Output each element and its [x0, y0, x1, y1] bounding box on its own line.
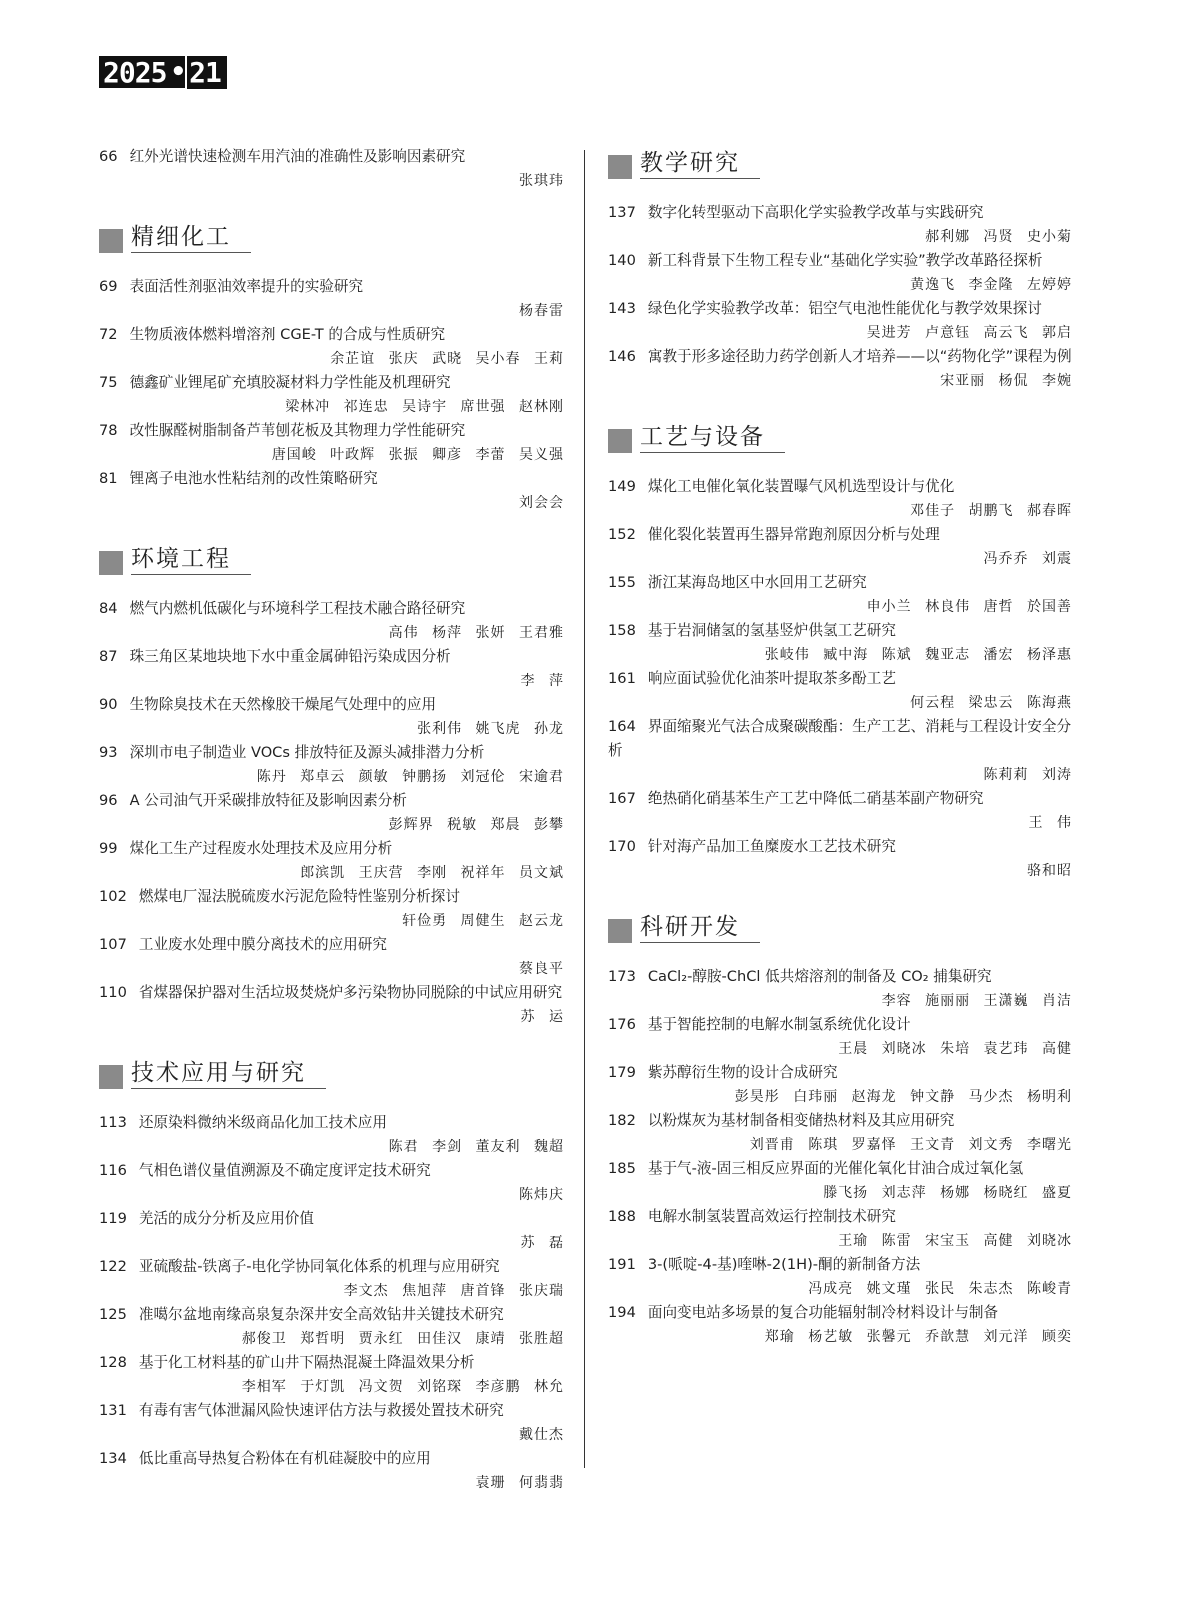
toc-entry[interactable] — [99, 1255, 564, 1303]
toc-page-number: 194 — [608, 1304, 636, 1321]
toc-entry-title-line — [99, 145, 564, 169]
toc-page-number: 72 — [99, 326, 118, 343]
section-title: 环境工程 — [131, 544, 251, 575]
toc-authors: 陈炜庆 — [519, 1187, 564, 1203]
toc-article-title: 煤化工生产过程废水处理技术及应用分析 — [129, 840, 393, 857]
section-square-icon — [608, 429, 632, 453]
toc-entry-title-line — [608, 249, 1072, 273]
toc-article-title: 紫苏醇衍生物的设计合成研究 — [647, 1064, 838, 1081]
toc-authors: 刘晋甫 陈琪 罗嘉怿 王文青 刘文秀 李曙光 — [749, 1137, 1072, 1153]
toc-article-title: 工业废水处理中膜分离技术的应用研究 — [138, 936, 387, 953]
toc-entry[interactable] — [608, 571, 1072, 619]
toc-entry[interactable] — [99, 1159, 564, 1207]
toc-entry[interactable] — [99, 1111, 564, 1159]
toc-entry-title-line — [99, 645, 564, 669]
toc-article-title: 基于气-液-固三相反应界面的光催化氧化甘油合成过氧化氢 — [647, 1160, 1024, 1177]
toc-article-title: 新工科背景下生物工程专业“基础化学实验”教学改革路径探析 — [647, 252, 1043, 269]
section-title: 教学研究 — [640, 148, 760, 179]
toc-entry-title-line — [99, 323, 564, 347]
toc-page-number: 176 — [608, 1016, 636, 1033]
toc-page-number: 122 — [99, 1258, 127, 1275]
toc-page-number: 143 — [608, 300, 636, 317]
toc-authors: 陈君 李剑 董友利 魏超 — [388, 1139, 564, 1155]
toc-authors: 蔡良平 — [519, 961, 564, 977]
toc-entry-title-line — [99, 467, 564, 491]
toc-entry[interactable] — [608, 1013, 1072, 1061]
toc-authors: 陈莉莉 刘涛 — [983, 767, 1072, 783]
toc-article-title: 锂离子电池水性粘结剂的改性策略研究 — [129, 470, 378, 487]
toc-article-title: 准噶尔盆地南缘高泉复杂深井安全高效钻井关键技术研究 — [138, 1306, 504, 1323]
toc-entry[interactable] — [608, 249, 1072, 297]
toc-entry[interactable] — [608, 619, 1072, 667]
toc-entry[interactable] — [99, 1351, 564, 1399]
toc-authors: 郝利娜 冯贤 史小菊 — [925, 229, 1072, 245]
toc-entry-title-line — [608, 1157, 1072, 1181]
toc-entry[interactable] — [608, 475, 1072, 523]
toc-authors: 李 萍 — [520, 673, 564, 689]
toc-page-number: 66 — [99, 148, 118, 165]
toc-entry[interactable] — [608, 667, 1072, 715]
toc-authors: 高伟 杨萍 张妍 王君雅 — [388, 625, 564, 641]
toc-entry[interactable] — [99, 885, 564, 933]
toc-article-title: 红外光谱快速检测车用汽油的准确性及影响因素研究 — [129, 148, 466, 165]
toc-article-title: 3-(哌啶-4-基)喹啉-2(1H)-酮的新制备方法 — [647, 1256, 921, 1273]
toc-article-title: 催化裂化装置再生器异常跑剂原因分析与处理 — [647, 526, 940, 543]
toc-article-title: 燃煤电厂湿法脱硫废水污泥危险特性鉴别分析探讨 — [138, 888, 460, 905]
toc-entry[interactable] — [99, 789, 564, 837]
toc-authors: 冯成亮 姚文瑾 张民 朱志杰 陈峻青 — [808, 1281, 1072, 1297]
toc-page-number: 140 — [608, 252, 636, 269]
toc-entry[interactable] — [608, 715, 1072, 787]
section-header — [99, 219, 564, 253]
toc-article-title: 以粉煤灰为基材制备相变储热材料及其应用研究 — [647, 1112, 955, 1129]
toc-article-title: 电解水制氢装置高效运行控制技术研究 — [647, 1208, 896, 1225]
toc-article-title: 有毒有害气体泄漏风险快速评估方法与救援处置技术研究 — [138, 1402, 504, 1419]
toc-article-title: 绿色化学实验教学改革：铝空气电池性能优化与教学效果探讨 — [647, 300, 1042, 317]
toc-page-number: 188 — [608, 1208, 636, 1225]
toc-authors: 戴仕杰 — [519, 1427, 564, 1443]
toc-authors: 骆和昭 — [1027, 863, 1072, 879]
toc-page-number: 75 — [99, 374, 118, 391]
toc-article-title: 羌活的成分分析及应用价值 — [138, 1210, 314, 1227]
toc-entry-title-line — [608, 201, 1072, 225]
issue-number: 21 — [185, 56, 227, 89]
toc-entry-title-line — [99, 933, 564, 957]
toc-authors: 彭辉界 税敏 郑晨 彭攀 — [388, 817, 564, 833]
toc-entry-title-line — [99, 1111, 564, 1135]
toc-entry-title-line — [99, 981, 564, 1005]
toc-entry-title-line — [99, 1255, 564, 1279]
toc-article-title: 德鑫矿业锂尾矿充填胶凝材料力学性能及机理研究 — [129, 374, 451, 391]
toc-entry[interactable] — [608, 1157, 1072, 1205]
toc-entry[interactable] — [99, 419, 564, 467]
toc-page-number: 161 — [608, 670, 636, 687]
toc-entry[interactable] — [99, 693, 564, 741]
toc-page-number: 78 — [99, 422, 118, 439]
toc-entry-title-line — [608, 667, 1072, 691]
toc-authors: 苏 磊 — [520, 1235, 564, 1251]
toc-authors: 王晨 刘晓冰 朱培 袁艺玮 高健 — [838, 1041, 1072, 1057]
toc-authors: 滕飞扬 刘志萍 杨娜 杨晓红 盛夏 — [823, 1185, 1072, 1201]
toc-entry-title-line — [608, 619, 1072, 643]
toc-authors: 李容 施丽丽 王潇巍 肖洁 — [881, 993, 1072, 1009]
toc-article-title: 改性脲醛树脂制备芦苇刨花板及其物理力学性能研究 — [129, 422, 466, 439]
toc-entry-title-line — [99, 371, 564, 395]
toc-entry[interactable] — [99, 467, 564, 515]
toc-entry[interactable] — [99, 837, 564, 885]
toc-entry-title-line — [99, 1303, 564, 1327]
toc-authors: 郑瑜 杨艺敏 张馨元 乔歆慧 刘元洋 顾奕 — [764, 1329, 1072, 1345]
toc-entry[interactable] — [99, 981, 564, 1029]
issue-year: 2025 — [103, 55, 167, 89]
section-square-icon — [99, 229, 123, 253]
toc-entry-title-line — [608, 1061, 1072, 1085]
toc-page-number: 93 — [99, 744, 118, 761]
toc-entry[interactable] — [608, 1253, 1072, 1301]
toc-article-title: 浙江某海岛地区中水回用工艺研究 — [647, 574, 867, 591]
toc-authors: 刘会会 — [519, 495, 564, 511]
toc-page-number: 69 — [99, 278, 118, 295]
section-square-icon — [99, 551, 123, 575]
section-title: 科研开发 — [640, 912, 760, 943]
toc-entry[interactable] — [608, 297, 1072, 345]
toc-article-title: 生物质液体燃料增溶剂 CGE-T 的合成与性质研究 — [129, 326, 446, 343]
toc-entry-title-line — [99, 885, 564, 909]
toc-article-title: 寓教于形多途径助力药学创新人才培养——以“药物化学”课程为例 — [647, 348, 1072, 365]
toc-entry[interactable] — [608, 1109, 1072, 1157]
toc-authors: 邓佳子 胡鹏飞 郝春晖 — [910, 503, 1072, 519]
section-title: 工艺与设备 — [640, 422, 785, 453]
toc-entry-title-line — [99, 789, 564, 813]
toc-entry[interactable] — [608, 1061, 1072, 1109]
toc-authors: 余芷谊 张庆 武晓 吴小春 王莉 — [330, 351, 564, 367]
toc-authors: 轩俭勇 周健生 赵云龙 — [402, 913, 564, 929]
toc-entry[interactable] — [99, 741, 564, 789]
toc-authors: 李相军 于灯凯 冯文贺 刘铭琛 李彦鹏 林允 — [241, 1379, 564, 1395]
section-spacer — [99, 193, 564, 219]
toc-page-number: 137 — [608, 204, 636, 221]
toc-page-number: 164 — [608, 718, 636, 735]
toc-entry-title-line — [608, 715, 1072, 763]
toc-article-title: 绝热硝化硝基苯生产工艺中降低二硝基苯副产物研究 — [647, 790, 984, 807]
toc-entry-title-line — [99, 693, 564, 717]
toc-authors: 何云程 梁忠云 陈海燕 — [910, 695, 1072, 711]
toc-entry-title-line — [99, 275, 564, 299]
toc-entry[interactable] — [608, 201, 1072, 249]
toc-page-number: 170 — [608, 838, 636, 855]
toc-page-number: 107 — [99, 936, 127, 953]
toc-entry[interactable] — [99, 597, 564, 645]
toc-entry[interactable] — [608, 1301, 1072, 1349]
issue-separator-dot: • — [170, 57, 186, 87]
toc-authors: 郎滨凯 王庆营 李刚 祝祥年 员文斌 — [300, 865, 564, 881]
section-header — [608, 909, 1072, 943]
toc-entry[interactable] — [99, 1447, 564, 1495]
toc-article-title: 数字化转型驱动下高职化学实验教学改革与实践研究 — [647, 204, 984, 221]
toc-page-number: 152 — [608, 526, 636, 543]
toc-authors: 吴进芳 卢意钰 高云飞 郭启 — [866, 325, 1072, 341]
section-header — [99, 1055, 564, 1089]
toc-page-number: 179 — [608, 1064, 636, 1081]
toc-authors: 宋亚丽 杨侃 李婉 — [940, 373, 1072, 389]
toc-entry-title-line — [608, 835, 1072, 859]
toc-authors: 梁林冲 祁连忠 吴诗宇 席世强 赵林刚 — [285, 399, 564, 415]
toc-entry[interactable] — [99, 145, 564, 193]
section-title: 精细化工 — [131, 222, 251, 253]
toc-article-title: 还原染料微纳米级商品化加工技术应用 — [138, 1114, 387, 1131]
toc-entry-title-line — [608, 965, 1072, 989]
toc-entry[interactable] — [608, 835, 1072, 883]
toc-entry[interactable] — [99, 1303, 564, 1351]
toc-entry[interactable] — [608, 1205, 1072, 1253]
toc-entry-title-line — [608, 1301, 1072, 1325]
toc-authors: 张利伟 姚飞虎 孙龙 — [417, 721, 564, 737]
section-spacer — [608, 393, 1072, 419]
toc-entry-title-line — [608, 1253, 1072, 1277]
toc-page-number: 173 — [608, 968, 636, 985]
toc-entry-title-line — [99, 1447, 564, 1471]
toc-entry-title-line — [99, 1207, 564, 1231]
toc-entry[interactable] — [99, 323, 564, 371]
toc-page-number: 110 — [99, 984, 127, 1001]
toc-entry-title-line — [608, 523, 1072, 547]
toc-authors: 彭昊彤 白玮丽 赵海龙 钟文静 马少杰 杨明利 — [734, 1089, 1072, 1105]
toc-article-title: 表面活性剂驱油效率提升的实验研究 — [129, 278, 364, 295]
toc-article-title: 响应面试验优化油茶叶提取茶多酚工艺 — [647, 670, 896, 687]
toc-article-title: A 公司油气开采碳排放特征及影响因素分析 — [129, 792, 407, 809]
toc-article-title: 深圳市电子制造业 VOCs 排放特征及源头减排潜力分析 — [129, 744, 485, 761]
toc-article-title: 基于智能控制的电解水制氢系统优化设计 — [647, 1016, 911, 1033]
toc-entry-title-line — [608, 1205, 1072, 1229]
toc-article-title: 煤化工电催化氧化装置曝气风机选型设计与优化 — [647, 478, 955, 495]
toc-entry[interactable] — [608, 965, 1072, 1013]
toc-page-number: 113 — [99, 1114, 127, 1131]
toc-authors: 黄逸飞 李金隆 左婷婷 — [910, 277, 1072, 293]
toc-authors: 申小兰 林良伟 唐哲 於国善 — [866, 599, 1072, 615]
toc-entry[interactable] — [608, 345, 1072, 393]
column-divider — [584, 150, 585, 1468]
section-header — [608, 145, 1072, 179]
toc-article-title: 气相色谱仪量值溯源及不确定度评定技术研究 — [138, 1162, 431, 1179]
toc-entry-title-line — [99, 1159, 564, 1183]
section-spacer — [99, 1029, 564, 1055]
toc-page-number: 191 — [608, 1256, 636, 1273]
toc-page-number: 84 — [99, 600, 118, 617]
toc-authors: 郝俊卫 郑哲明 贾永红 田佳汉 康靖 张胜超 — [241, 1331, 564, 1347]
toc-entry[interactable] — [99, 371, 564, 419]
section-title: 技术应用与研究 — [131, 1058, 326, 1089]
toc-article-title: CaCl₂-醇胺-ChCl 低共熔溶剂的制备及 CO₂ 捕集研究 — [647, 968, 992, 985]
toc-page-number: 96 — [99, 792, 118, 809]
toc-entry[interactable] — [608, 523, 1072, 571]
toc-entry-title-line — [99, 1399, 564, 1423]
toc-page-number: 119 — [99, 1210, 127, 1227]
toc-authors: 张琪玮 — [519, 173, 564, 189]
toc-page-number: 87 — [99, 648, 118, 665]
section-square-icon — [99, 1065, 123, 1089]
section-square-icon — [608, 155, 632, 179]
toc-authors: 王 伟 — [1028, 815, 1072, 831]
toc-authors: 袁珊 何翡翡 — [475, 1475, 564, 1491]
toc-entry[interactable] — [99, 275, 564, 323]
toc-page-number: 185 — [608, 1160, 636, 1177]
toc-article-title: 界面缩聚光气法合成聚碳酸酯：生产工艺、消耗与工程设计安全分析 — [608, 718, 1072, 759]
toc-page-number: 146 — [608, 348, 636, 365]
toc-article-title: 珠三角区某地块地下水中重金属砷铅污染成因分析 — [129, 648, 451, 665]
toc-authors: 唐国峻 叶政辉 张振 卿彦 李蕾 吴义强 — [271, 447, 564, 463]
toc-entry-title-line — [99, 1351, 564, 1375]
toc-article-title: 省煤器保护器对生活垃圾焚烧炉多污染物协同脱除的中试应用研究 — [138, 984, 563, 1001]
issue-badge — [99, 56, 227, 88]
toc-entry[interactable] — [99, 645, 564, 693]
section-spacer — [99, 515, 564, 541]
toc-article-title: 针对海产品加工鱼糜废水工艺技术研究 — [647, 838, 896, 855]
toc-entry-title-line — [99, 741, 564, 765]
toc-article-title: 面向变电站多场景的复合功能辐射制冷材料设计与制备 — [647, 1304, 999, 1321]
toc-entry-title-line — [608, 297, 1072, 321]
toc-authors: 苏 运 — [520, 1009, 564, 1025]
toc-authors: 李文杰 焦旭萍 唐首锋 张庆瑞 — [343, 1283, 564, 1299]
toc-page-number: 102 — [99, 888, 127, 905]
toc-left-column — [99, 145, 564, 1495]
toc-entry-title-line — [99, 837, 564, 861]
toc-page-number: 99 — [99, 840, 118, 857]
toc-page-number: 116 — [99, 1162, 127, 1179]
toc-page-number: 158 — [608, 622, 636, 639]
toc-page-number: 128 — [99, 1354, 127, 1371]
toc-article-title: 低比重高导热复合粉体在有机硅凝胶中的应用 — [138, 1450, 431, 1467]
toc-entry[interactable] — [608, 787, 1072, 835]
toc-page-number: 149 — [608, 478, 636, 495]
section-square-icon — [608, 919, 632, 943]
toc-article-title: 燃气内燃机低碳化与环境科学工程技术融合路径研究 — [129, 600, 466, 617]
toc-page-number: 167 — [608, 790, 636, 807]
toc-authors: 杨春雷 — [519, 303, 564, 319]
toc-entry[interactable] — [99, 1207, 564, 1255]
toc-entry-title-line — [608, 1109, 1072, 1133]
section-header — [99, 541, 564, 575]
toc-page-number: 182 — [608, 1112, 636, 1129]
toc-entry-title-line — [608, 1013, 1072, 1037]
section-header — [608, 419, 1072, 453]
toc-article-title: 生物除臭技术在天然橡胶干燥尾气处理中的应用 — [129, 696, 437, 713]
toc-authors: 冯乔乔 刘震 — [983, 551, 1072, 567]
toc-entry[interactable] — [99, 1399, 564, 1447]
toc-entry[interactable] — [99, 933, 564, 981]
toc-authors: 陈丹 郑卓云 颜敏 钟鹏扬 刘冠伦 宋逾君 — [256, 769, 564, 785]
toc-page-number: 81 — [99, 470, 118, 487]
section-spacer — [608, 883, 1072, 909]
toc-article-title: 基于化工材料基的矿山井下隔热混凝土降温效果分析 — [138, 1354, 475, 1371]
toc-entry-title-line — [608, 787, 1072, 811]
toc-article-title: 基于岩洞储氢的氢基竖炉供氢工艺研究 — [647, 622, 896, 639]
toc-page-number: 155 — [608, 574, 636, 591]
toc-right-column — [608, 145, 1072, 1349]
toc-article-title: 亚硫酸盐-铁离子-电化学协同氧化体系的机理与应用研究 — [138, 1258, 500, 1275]
toc-entry-title-line — [608, 475, 1072, 499]
toc-entry-title-line — [608, 571, 1072, 595]
toc-entry-title-line — [608, 345, 1072, 369]
toc-entry-title-line — [99, 597, 564, 621]
toc-authors: 王瑜 陈雷 宋宝玉 高健 刘晓冰 — [838, 1233, 1072, 1249]
toc-page-number: 125 — [99, 1306, 127, 1323]
toc-page-number: 90 — [99, 696, 118, 713]
toc-entry-title-line — [99, 419, 564, 443]
toc-authors: 张岐伟 臧中海 陈斌 魏亚志 潘宏 杨泽惠 — [764, 647, 1072, 663]
toc-page-number: 131 — [99, 1402, 127, 1419]
toc-page-number: 134 — [99, 1450, 127, 1467]
